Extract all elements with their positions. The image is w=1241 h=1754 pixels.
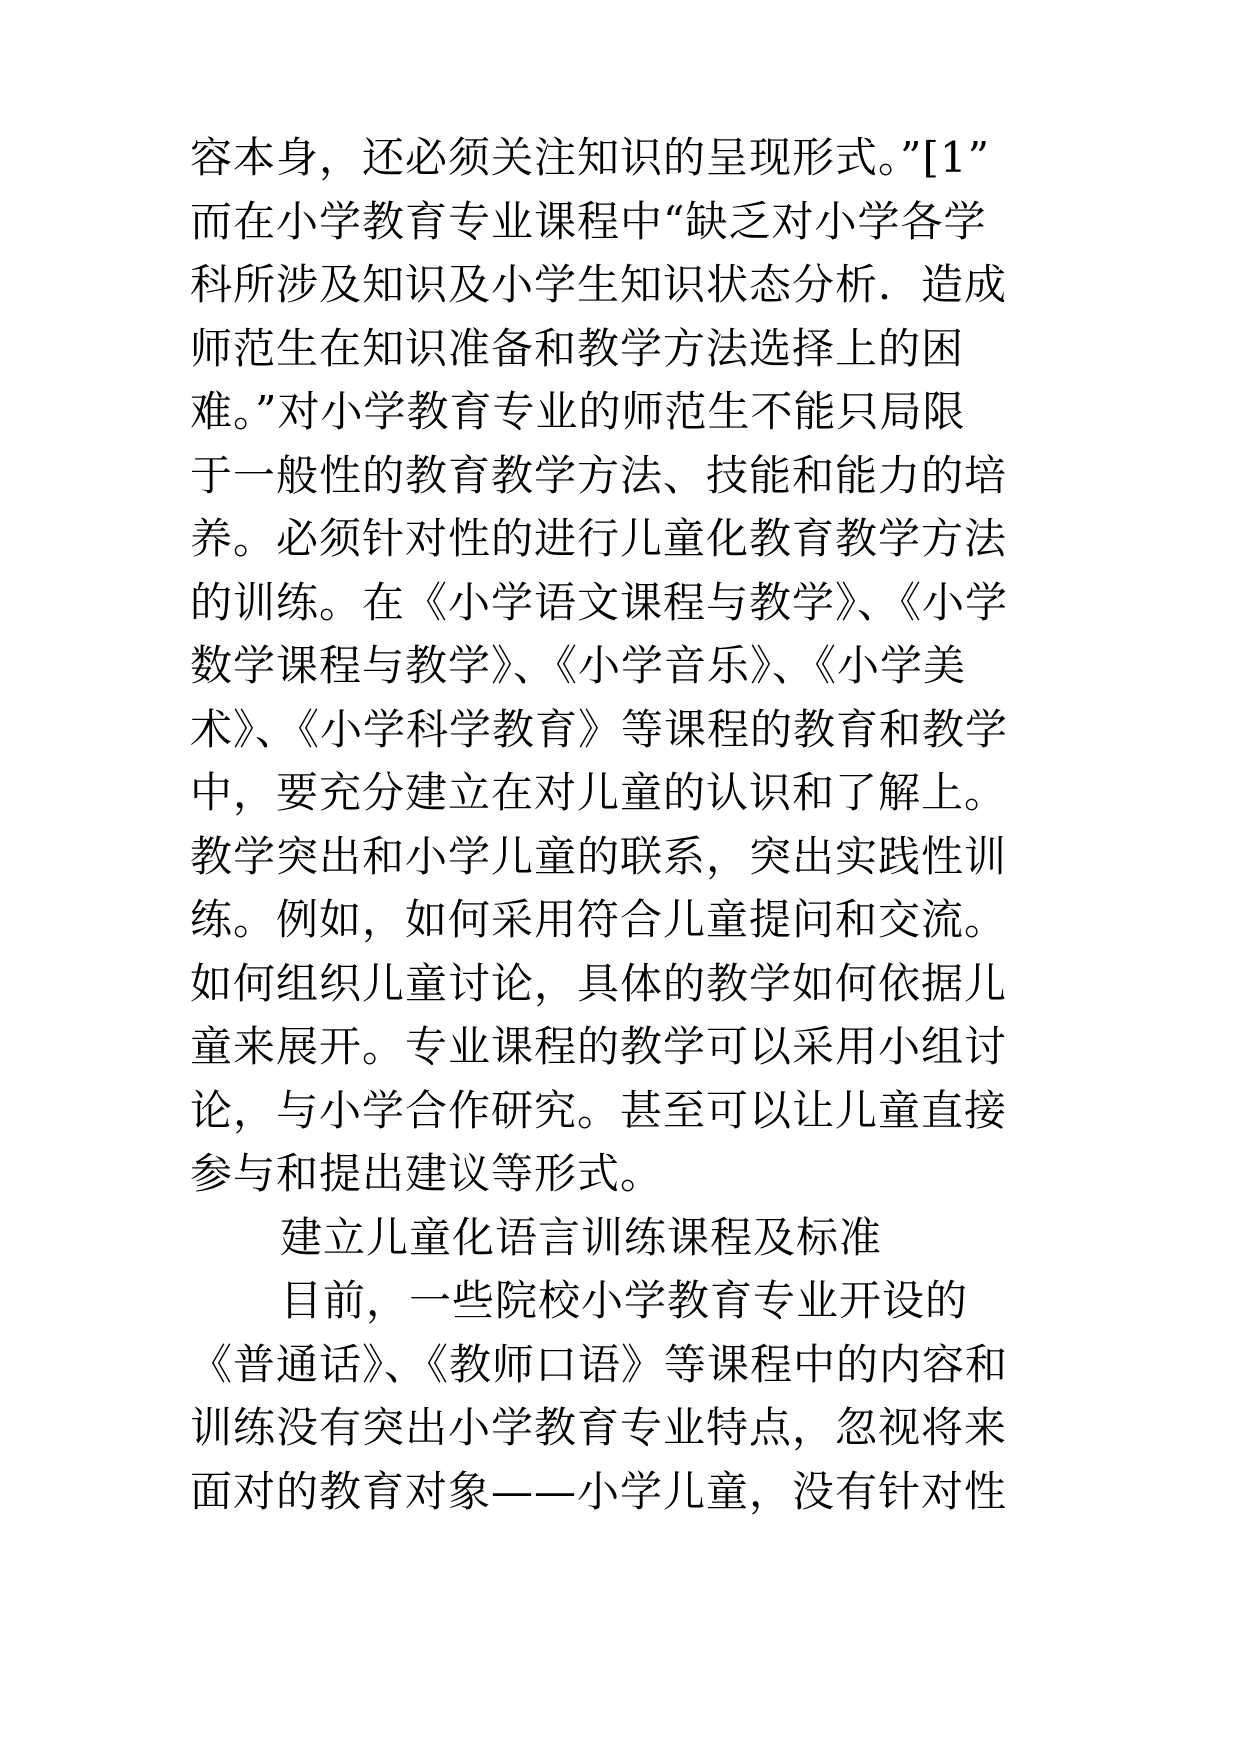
text-line: 科所涉及知识及小学生知识状态分析．造成 bbox=[190, 260, 1008, 309]
text-line: 童来展开。专业课程的教学可以采用小组讨 bbox=[190, 1022, 1008, 1071]
text-line: 数学课程与教学》、《小学音乐》、《小学美 bbox=[190, 641, 967, 690]
text-line: 的训练。在《小学语文课程与教学》、《小学 bbox=[190, 577, 1009, 627]
text-line: 术》、《小学科学教育》等课程的教育和教学 bbox=[190, 704, 1009, 754]
text-line: 师范生在知识准备和教学方法选择上的困 bbox=[190, 323, 965, 373]
text-line: 参与和提出建议等形式。 bbox=[190, 1149, 664, 1198]
body-text bbox=[190, 126, 1070, 1523]
text-line: 养。必须针对性的进行儿童化教育教学方法 bbox=[190, 514, 1008, 563]
text-line: 难。”对小学教育专业的师范生不能只局限 bbox=[190, 387, 966, 436]
text-line: 中，要充分建立在对儿童的认识和了解上。 bbox=[190, 768, 1008, 817]
text-line: 练。例如，如何采用符合儿童提问和交流。 bbox=[190, 895, 1008, 944]
text-line: 《普通话》、《教师口语》等课程中的内容和 bbox=[190, 1339, 1009, 1389]
text-line: 容本身，还必须关注知识的呈现形式。”[1” bbox=[190, 133, 991, 182]
text-line: 教学突出和小学儿童的联系，突出实践性训 bbox=[190, 831, 1008, 881]
text-line: 于一般性的教育教学方法、技能和能力的培 bbox=[190, 450, 1008, 500]
text-line: 训练没有突出小学教育专业特点，忽视将来 bbox=[190, 1403, 1008, 1452]
text-line: 论，与小学合作研究。甚至可以让儿童直接 bbox=[190, 1085, 1008, 1135]
text-line: 而在小学教育专业课程中“缺乏对小学各学 bbox=[190, 196, 987, 246]
section-heading: 建立儿童化语言训练课程及标准 bbox=[280, 1212, 883, 1262]
text-line: 面对的教育对象——小学儿童，没有针对性 bbox=[190, 1466, 1008, 1516]
text-line: 如何组织儿童讨论，具体的教学如何依据儿 bbox=[190, 958, 1008, 1008]
paragraph-first-line: 目前，一些院校小学教育专业开设的 bbox=[280, 1276, 969, 1325]
